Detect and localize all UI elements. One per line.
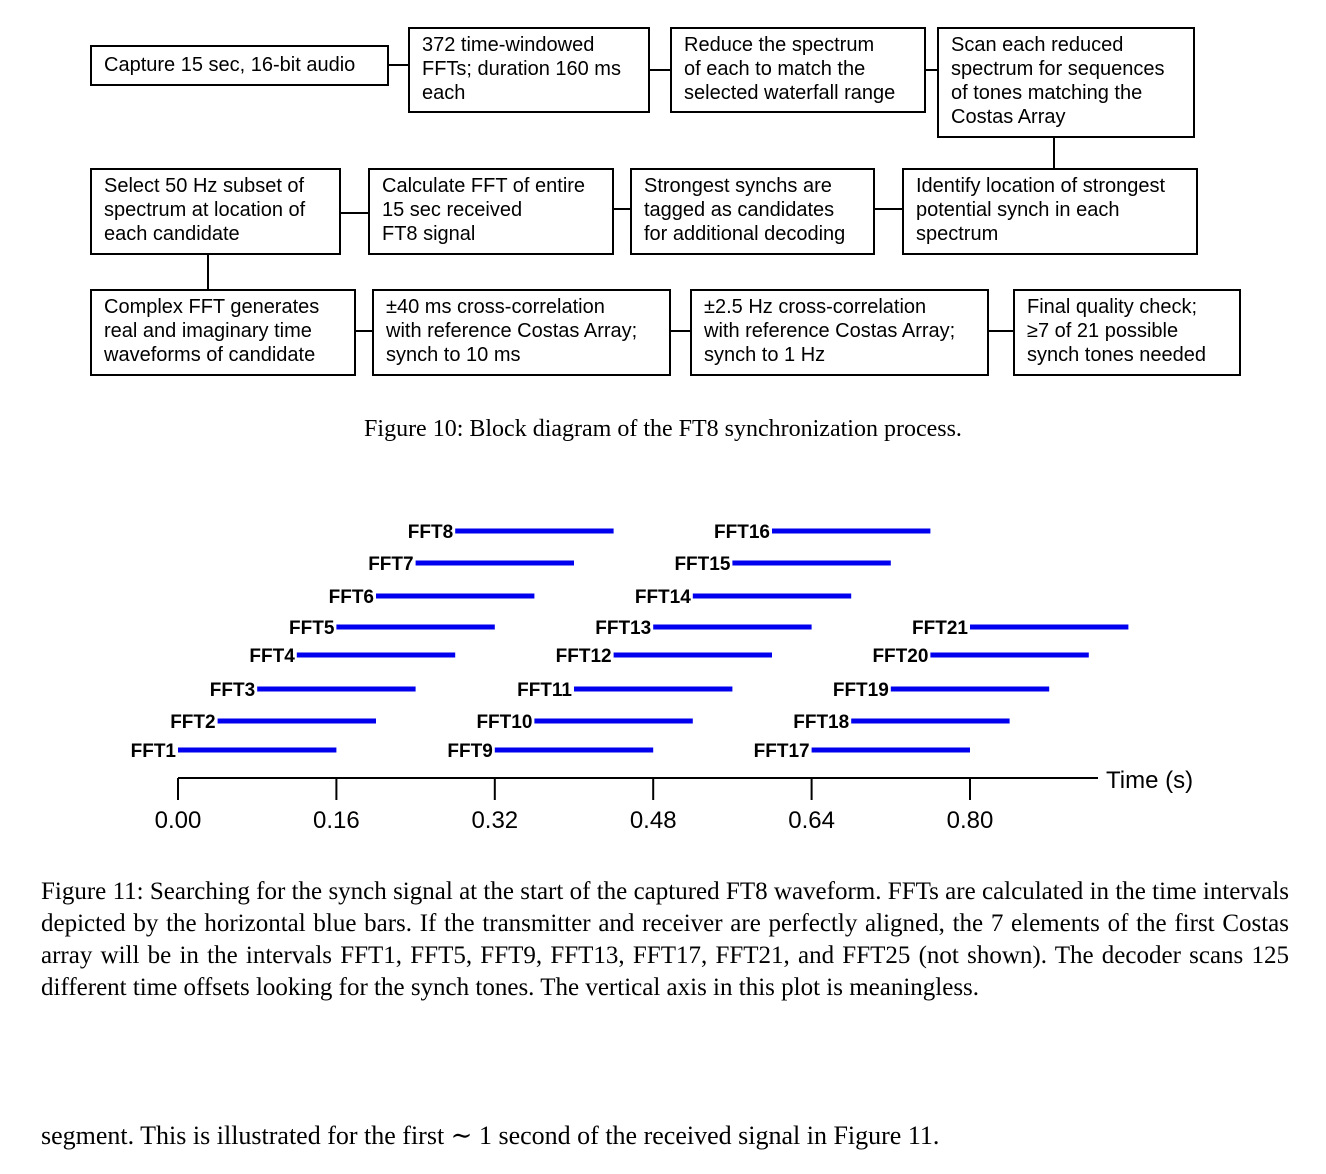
bar-label-fft3: FFT3	[209, 680, 256, 701]
box-capture-audio: Capture 15 sec, 16-bit audio	[90, 45, 389, 86]
box-final-quality-check: Final quality check; ≥7 of 21 possible synch tones needed	[1013, 289, 1241, 376]
bar-label-fft9: FFT9	[447, 741, 493, 762]
connector-b9-b10	[355, 330, 373, 332]
bar-label-fft12: FFT12	[555, 646, 612, 667]
box-reduce-spectrum: Reduce the spectrum of each to match the selected waterfall range	[670, 27, 926, 113]
bar-label-fft15: FFT15	[674, 554, 731, 575]
connector-b8-b7	[874, 208, 903, 210]
box-complex-fft: Complex FFT generates real and imaginary time waveforms of candidate	[90, 289, 356, 376]
box-time-cross-correlation: ±40 ms cross-correlation with reference Costas Array; synch to 10 ms	[372, 289, 671, 376]
figure-11-caption: Figure 11: Searching for the synch signal at the start of the captured FT8 waveform. FFTs are calculated in the time intervals depicted by the horizontal blue bars. If the transmitter and receiver are perfectly aligned, the 7 elements of the first Costas array will be in the intervals FFT1, FFT5, FFT9, FFT13, FFT17, FFT21, and FFT25 (not shown). The decoder scans 125 different time offsets looking for the synch tones. The vertical axis in this plot is meaningless.	[41, 878, 1289, 1001]
x-tick-label-1: 0.16	[313, 807, 360, 834]
bar-label-fft2: FFT2	[170, 712, 216, 733]
connector-b10-b11	[670, 330, 691, 332]
figure-10-caption: Figure 10: Block diagram of the FT8 synchronization process.	[364, 416, 962, 442]
x-axis-label: Time (s)	[1106, 767, 1194, 794]
bar-label-fft13: FFT13	[595, 618, 652, 639]
connector-b2-b3	[649, 69, 671, 71]
box-strongest-synchs: Strongest synchs are tagged as candidates for additional decoding	[630, 168, 875, 255]
connector-b1-b2	[388, 64, 409, 66]
x-tick-label-0: 0.00	[154, 807, 202, 834]
box-scan-spectrum: Scan each reduced spectrum for sequences of tones matching the Costas Array	[937, 27, 1195, 138]
connector-b4-b8	[1053, 137, 1055, 169]
bar-label-fft6: FFT6	[328, 587, 374, 608]
bar-label-fft14: FFT14	[634, 587, 691, 608]
bar-label-fft21: FFT21	[912, 618, 968, 639]
bar-label-fft7: FFT7	[368, 554, 414, 575]
bar-label-fft16: FFT16	[714, 522, 770, 543]
bar-label-fft20: FFT20	[872, 646, 929, 667]
connector-b7-b6	[613, 208, 631, 210]
x-tick-label-3: 0.48	[629, 807, 677, 834]
block-diagram	[0, 0, 1326, 400]
bar-label-fft8: FFT8	[407, 522, 454, 543]
box-calculate-fft: Calculate FFT of entire 15 sec received FT8 signal	[368, 168, 614, 255]
x-tick-label-4: 0.64	[788, 807, 835, 834]
box-frequency-cross-correlation: ±2.5 Hz cross-correlation with reference Costas Array; synch to 1 Hz	[690, 289, 989, 376]
bar-label-fft1: FFT1	[130, 741, 176, 762]
connector-b11-b12	[988, 330, 1014, 332]
box-time-windowed-ffts: 372 time-windowed FFTs; duration 160 ms each	[408, 27, 650, 113]
connector-b5-b9	[207, 254, 209, 289]
bar-label-fft19: FFT19	[832, 680, 889, 701]
x-tick-label-5: 0.80	[946, 807, 994, 834]
body-paragraph: segment. This is illustrated for the first ∼ 1 second of the received signal in Figure 11.	[41, 1121, 940, 1150]
bar-label-fft11: FFT11	[517, 680, 572, 701]
connector-b6-b5	[340, 212, 369, 214]
bar-label-fft5: FFT5	[289, 618, 335, 639]
bar-label-fft17: FFT17	[753, 741, 810, 762]
bar-label-fft4: FFT4	[249, 646, 295, 667]
bar-label-fft10: FFT10	[476, 712, 533, 733]
box-identify-location: Identify location of strongest potential synch in each spectrum	[902, 168, 1198, 255]
x-tick-label-2: 0.32	[471, 807, 519, 834]
box-select-subset: Select 50 Hz subset of spectrum at location of each candidate	[90, 168, 341, 255]
bar-label-fft18: FFT18	[793, 712, 850, 733]
fft-timing-chart	[0, 505, 1326, 850]
